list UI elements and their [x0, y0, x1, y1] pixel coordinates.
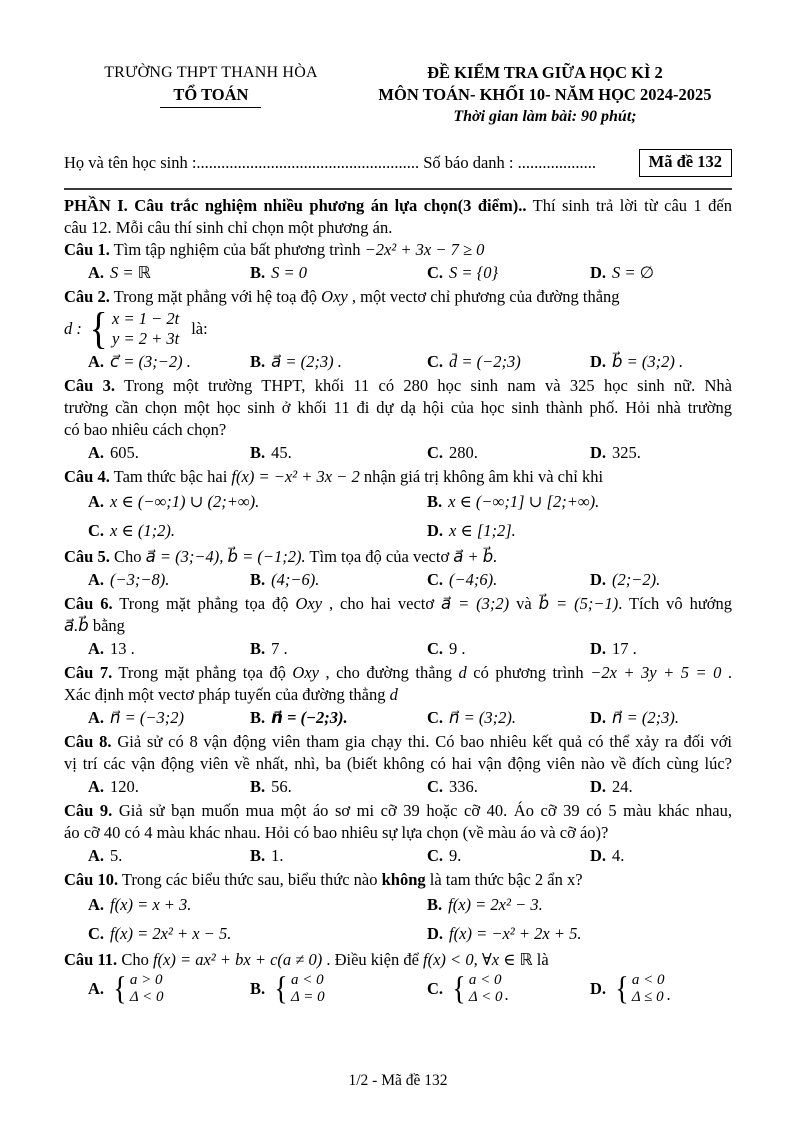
question-label: Câu 9.	[64, 801, 113, 820]
option-a	[88, 262, 250, 284]
question-text-line2	[64, 684, 732, 706]
option-label: D.	[590, 708, 607, 727]
exam-duration: Thời gian làm bài: 90 phút;	[453, 108, 637, 125]
option-c	[427, 972, 590, 1006]
option-a	[88, 894, 427, 916]
options-row	[64, 707, 732, 729]
left-brace: {	[615, 971, 629, 1007]
option-text: 280.	[449, 443, 478, 462]
left-brace: {	[452, 971, 466, 1007]
option-a	[88, 707, 250, 729]
option-c	[427, 569, 590, 591]
question-text	[64, 546, 732, 568]
option-label: B.	[250, 639, 266, 658]
condition-stack	[632, 972, 665, 1006]
question-text-line3: có bao nhiêu cách chọn?	[64, 420, 227, 439]
question-9	[64, 800, 732, 869]
options-row	[64, 351, 732, 373]
divider-rule	[64, 188, 732, 190]
option-label: A.	[88, 263, 105, 282]
question-1	[64, 239, 732, 286]
option-text: b⃗ = (3;2) .	[612, 352, 684, 371]
option-a	[88, 845, 250, 867]
question-math: Oxy	[295, 594, 323, 613]
left-brace: {	[89, 304, 108, 353]
option-text: f(x) = 2x² + x − 5.	[110, 924, 232, 943]
question-math: Oxy	[292, 663, 319, 682]
option-b	[250, 638, 427, 660]
option-text: S = {0}	[449, 263, 499, 282]
question-math: b⃗ = (5;−1)	[538, 594, 619, 613]
exam-subtitle: MÔN TOÁN- KHỐI 10- NĂM HỌC 2024-2025	[378, 85, 712, 104]
question-text-run: bằng	[88, 616, 125, 635]
system-line-1: x = 1 − 2t	[112, 309, 180, 328]
question-math: −2x² + 3x − 7 ≥ 0	[364, 240, 485, 259]
question-text	[64, 286, 732, 308]
condition-line: Δ = 0	[290, 989, 325, 1005]
option-label: A.	[88, 492, 105, 511]
question-6	[64, 593, 732, 662]
condition-stack	[291, 972, 325, 1006]
condition-line: Δ < 0	[129, 989, 164, 1005]
school-name: TRƯỜNG THPT THANH HÒA	[104, 64, 318, 81]
question-math: a⃗ = (3;2)	[441, 594, 510, 613]
option-text: (−3;−8).	[110, 570, 170, 589]
option-b	[250, 262, 427, 284]
question-math: Oxy	[321, 287, 348, 306]
department-name: TỔ TOÁN	[160, 84, 261, 108]
option-text: 605.	[110, 443, 139, 462]
question-text-run: Cho	[109, 547, 146, 566]
option-label: A.	[88, 443, 105, 462]
option-b	[427, 491, 732, 513]
option-d	[590, 638, 732, 660]
option-label: A.	[88, 846, 105, 865]
question-text-run: Tìm tập nghiệm của bất phương trình	[109, 240, 365, 259]
option-text: 17 .	[612, 639, 637, 658]
section-heading-bold: PHẦN I. Câu trắc nghiệm nhiều phương án lựa chọn(3 điểm)..	[64, 196, 527, 215]
option-label: C.	[427, 443, 444, 462]
question-label: Câu 2.	[64, 287, 110, 306]
condition-line: Δ ≤ 0	[631, 989, 664, 1005]
option-c	[427, 262, 590, 284]
question-11	[64, 949, 732, 1008]
question-text-run: Trong các biểu thức sau, biểu thức nào	[118, 870, 382, 889]
question-text	[64, 662, 732, 684]
question-math: a⃗.b⃗	[64, 616, 89, 635]
option-a	[88, 442, 250, 464]
option-text: S = ℝ	[110, 263, 151, 282]
exam-title: ĐỀ KIỂM TRA GIỮA HỌC KÌ 2	[427, 63, 663, 82]
option-b	[250, 845, 427, 867]
question-text-run: . Điều kiện để	[322, 950, 424, 969]
question-label: Câu 5.	[64, 547, 110, 566]
option-text: (−4;6).	[449, 570, 498, 589]
option-label: C.	[427, 979, 444, 998]
option-text: 7 .	[271, 639, 288, 658]
option-c	[427, 776, 590, 798]
option-b	[250, 569, 427, 591]
option-text: x ∈ (−∞;1) ∪ (2;+∞).	[110, 492, 260, 511]
option-label: B.	[427, 895, 443, 914]
question-text-line2: trường cần chọn một học sinh ở khối 11 đi dự dạ hội của học sinh thành phố. Hỏi nhà trường	[64, 398, 732, 417]
question-text-run: , cho đường thẳng	[318, 663, 459, 682]
left-brace: {	[113, 971, 127, 1007]
student-name-label: Họ và tên học sinh :......................................................	[64, 153, 420, 172]
option-label: B.	[250, 570, 266, 589]
condition-line: a > 0	[129, 972, 163, 988]
question-3	[64, 375, 732, 466]
options-row	[64, 638, 732, 660]
option-label: D.	[590, 846, 607, 865]
option-text: c⃗ = (3;−2) .	[110, 352, 191, 371]
question-emphasis: không	[381, 870, 426, 889]
option-text: n⃗ = (2;3).	[612, 708, 679, 727]
option-text: 325.	[612, 443, 641, 462]
option-label: C.	[427, 352, 444, 371]
option-label: D.	[590, 443, 607, 462]
condition-line: a < 0	[631, 972, 665, 988]
option-text: x ∈ (1;2).	[110, 521, 175, 540]
question-text-run: . Tích vô hướng	[618, 594, 732, 613]
option-text: n⃗ = (−2;3).	[271, 708, 348, 727]
section-heading-line2: câu 12. Mỗi câu thí sinh chỉ chọn một phương án.	[64, 218, 393, 237]
question-text-run: Xác định một vectơ pháp tuyến của đường thẳng	[64, 685, 390, 704]
section-heading-rest: Thí sinh trả lời từ câu 1 đến	[526, 196, 732, 215]
option-a	[88, 491, 427, 513]
option-text: S = 0	[271, 263, 308, 282]
option-c	[427, 845, 590, 867]
question-math: f(x) = −x² + 3x − 2	[231, 467, 360, 486]
question-8	[64, 731, 732, 800]
option-c	[427, 351, 590, 373]
question-math: a⃗ + b⃗.	[453, 547, 498, 566]
option-label: D.	[590, 777, 607, 796]
question-text-line2: vị trí các vận động viên về nhất, nhì, ba (biết không có hai vận động viên nào về đích cùng lúc?	[64, 754, 732, 773]
left-brace: {	[274, 971, 288, 1007]
question-math: a⃗ = (3;−4), b⃗ = (−1;2).	[145, 547, 306, 566]
option-label: C.	[427, 777, 444, 796]
student-info-row	[64, 149, 732, 177]
question-text-run: có phương trình	[466, 663, 591, 682]
option-text: 4.	[612, 846, 625, 865]
option-d	[590, 569, 732, 591]
option-text: (2;−2).	[612, 570, 661, 589]
option-d	[590, 972, 732, 1006]
option-d	[590, 351, 732, 373]
option-suffix: .	[504, 985, 509, 1004]
condition-line: a < 0	[290, 972, 324, 988]
system-lines	[112, 309, 179, 349]
condition-line: Δ < 0	[468, 989, 503, 1005]
question-10	[64, 869, 732, 949]
question-text	[64, 869, 732, 891]
option-label: D.	[590, 352, 607, 371]
system-suffix: là:	[191, 319, 208, 338]
option-label: A.	[88, 708, 105, 727]
option-label: D.	[590, 263, 607, 282]
equation-system	[64, 304, 732, 353]
option-text: 24.	[612, 777, 633, 796]
option-label: A.	[88, 570, 105, 589]
question-text	[64, 593, 732, 615]
question-4	[64, 466, 732, 546]
options-grid	[64, 491, 732, 542]
options-row	[64, 569, 732, 591]
question-label: Câu 6.	[64, 594, 113, 613]
option-label: B.	[250, 708, 266, 727]
option-label: A.	[88, 352, 105, 371]
options-row	[64, 972, 732, 1006]
option-b	[250, 707, 427, 729]
question-text-line2: áo cỡ 40 có 4 màu khác nhau. Hỏi có bao nhiêu sự lựa chọn (về màu áo và cỡ áo)?	[64, 823, 609, 842]
option-text: 9.	[449, 846, 462, 865]
question-math: d	[458, 663, 467, 682]
option-b	[250, 776, 427, 798]
question-label: Câu 3.	[64, 376, 116, 395]
question-text-run: Cho	[117, 950, 153, 969]
question-text-line2	[64, 615, 732, 637]
option-a	[88, 776, 250, 798]
system-line-2: y = 2 + 3t	[112, 329, 180, 348]
option-label: B.	[250, 352, 266, 371]
header-school-block	[64, 62, 358, 128]
header-exam-block	[358, 62, 732, 128]
question-text	[64, 949, 732, 971]
question-text	[64, 800, 732, 822]
question-math: d	[389, 685, 398, 704]
option-b	[250, 442, 427, 464]
question-text-run: , cho hai vectơ	[322, 594, 442, 613]
option-text: 45.	[271, 443, 292, 462]
registration-number-label: Số báo danh : ...................	[423, 153, 596, 172]
option-a	[88, 351, 250, 373]
options-row	[64, 776, 732, 798]
option-c	[88, 923, 427, 945]
question-label: Câu 10.	[64, 870, 119, 889]
condition-line: a < 0	[468, 972, 502, 988]
option-text: n⃗ = (3;2).	[449, 708, 516, 727]
question-text-run: Trong mặt phẳng tọa độ	[112, 594, 296, 613]
question-math: f(x) < 0, ∀x ∈ ℝ	[423, 950, 533, 969]
option-label: B.	[250, 846, 266, 865]
option-label: C.	[88, 521, 105, 540]
option-d	[427, 520, 732, 542]
options-row	[64, 442, 732, 464]
condition-stack	[130, 972, 164, 1006]
option-d	[590, 707, 732, 729]
option-text: 56.	[271, 777, 292, 796]
option-label: B.	[250, 777, 266, 796]
option-label: D.	[590, 639, 607, 658]
option-label: A.	[88, 777, 105, 796]
question-text-run: .	[721, 663, 733, 682]
option-b	[250, 351, 427, 373]
option-a	[88, 569, 250, 591]
option-b	[427, 894, 732, 916]
option-a	[88, 638, 250, 660]
question-5	[64, 546, 732, 593]
option-text: f(x) = x + 3.	[110, 895, 192, 914]
option-text: 120.	[110, 777, 139, 796]
option-label: B.	[250, 979, 266, 998]
option-label: A.	[88, 639, 105, 658]
option-text: d̄ = (−2;3)	[449, 352, 521, 371]
option-text: 13 .	[110, 639, 135, 658]
question-2	[64, 286, 732, 375]
option-label: B.	[250, 443, 266, 462]
exam-code-box: Mã đề 132	[639, 149, 732, 177]
question-text-run: là	[532, 950, 549, 969]
option-label: D.	[590, 979, 607, 998]
option-label: C.	[427, 708, 444, 727]
section-heading	[64, 195, 732, 217]
question-label: Câu 11.	[64, 950, 118, 969]
options-grid	[64, 894, 732, 945]
option-c	[427, 638, 590, 660]
option-label: C.	[427, 263, 444, 282]
option-label: C.	[88, 924, 105, 943]
question-text-run: Trong mặt phẳng với hệ toạ độ	[109, 287, 322, 306]
question-text	[64, 466, 732, 488]
option-text: 1.	[271, 846, 284, 865]
option-c	[427, 442, 590, 464]
option-suffix: .	[666, 985, 671, 1004]
option-c	[88, 520, 427, 542]
option-label: D.	[590, 570, 607, 589]
option-label: A.	[88, 979, 105, 998]
question-label: Câu 4.	[64, 467, 110, 486]
question-math: f(x) = ax² + bx + c(a ≠ 0)	[152, 950, 323, 969]
question-label: Câu 7.	[64, 663, 113, 682]
question-text-run: Giả sử bạn muốn mua một áo sơ mi cỡ 39 hoặc cỡ 40. Áo cỡ 39 có 5 màu khác nhau,	[112, 801, 732, 820]
exam-header	[64, 62, 732, 128]
option-b	[250, 972, 427, 1006]
option-d	[590, 776, 732, 798]
question-text-run: , một vectơ chỉ phương của đường thẳng	[347, 287, 620, 306]
options-row	[64, 262, 732, 284]
option-label: B.	[250, 263, 266, 282]
option-label: B.	[427, 492, 443, 511]
option-label: C.	[427, 570, 444, 589]
question-text-run: Giả sử có 8 vận động viên tham gia chạy thi. Có bao nhiêu kết quả có thể xảy ra đối với	[111, 732, 732, 751]
option-c	[427, 707, 590, 729]
option-label: A.	[88, 895, 105, 914]
question-text-run: và	[509, 594, 539, 613]
question-text	[64, 375, 732, 397]
option-d	[590, 442, 732, 464]
option-d	[590, 845, 732, 867]
option-a	[88, 972, 250, 1006]
option-text: x ∈ (−∞;1] ∪ [2;+∞).	[448, 492, 600, 511]
option-text: a⃗ = (2;3) .	[271, 352, 342, 371]
question-label: Câu 8.	[64, 732, 112, 751]
footer-page-label: 1/2 - Mã đề 132	[348, 1072, 448, 1089]
option-label: D.	[427, 924, 444, 943]
question-text	[64, 731, 732, 753]
question-text	[64, 239, 732, 261]
question-text-run: Trong mặt phẳng tọa độ	[112, 663, 293, 682]
question-text-run: Trong một trường THPT, khối 11 có 280 học sinh nam và 325 học sinh nữ. Nhà	[115, 376, 732, 395]
option-d	[590, 262, 732, 284]
option-label: C.	[427, 639, 444, 658]
question-math: −2x + 3y + 5 = 0	[590, 663, 722, 682]
option-text: S = ∅	[612, 263, 655, 282]
question-text-run: Tìm tọa độ của vectơ	[305, 547, 454, 566]
question-7	[64, 662, 732, 731]
options-row	[64, 845, 732, 867]
option-text: (4;−6).	[271, 570, 320, 589]
option-d	[427, 923, 732, 945]
option-text: x ∈ [1;2].	[449, 521, 516, 540]
system-prefix: d :	[64, 319, 82, 338]
condition-stack	[469, 972, 503, 1006]
option-label: C.	[427, 846, 444, 865]
option-text: 336.	[449, 777, 478, 796]
question-label: Câu 1.	[64, 240, 110, 259]
question-text-run: là tam thức bậc 2 ẩn x?	[425, 870, 583, 889]
option-text: f(x) = −x² + 2x + 5.	[449, 924, 582, 943]
question-text-run: Tam thức bậc hai	[109, 467, 232, 486]
option-text: 9 .	[449, 639, 466, 658]
option-text: f(x) = 2x² − 3.	[448, 895, 543, 914]
question-text-run: nhận giá trị không âm khi và chỉ khi	[359, 467, 604, 486]
option-text: 5.	[110, 846, 123, 865]
option-label: D.	[427, 521, 444, 540]
option-text: n⃗ = (−3;2)	[110, 708, 185, 727]
